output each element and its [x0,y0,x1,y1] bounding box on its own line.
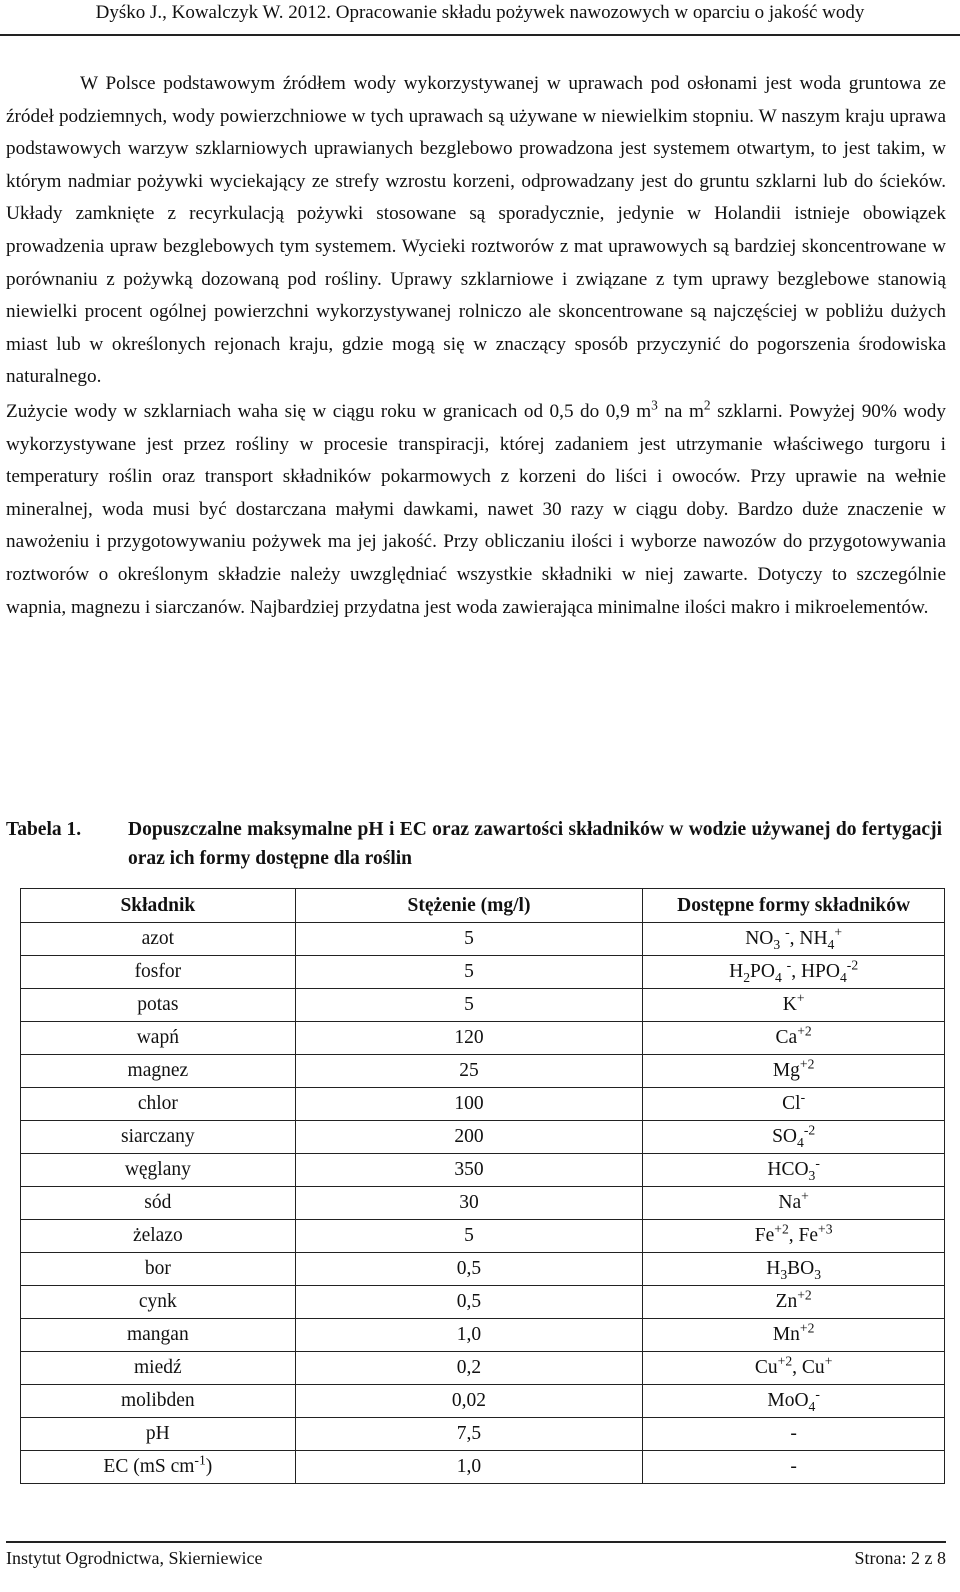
cell-forma: $Zn^{+2}$ [643,1286,945,1319]
cell-skladnik: EC (mS $cm^{-1}$) [21,1451,296,1484]
cell-stezenie: 200 [295,1121,643,1154]
table-row [21,956,945,989]
cell-stezenie: 0,5 [295,1253,643,1286]
cell-forma: - [643,1418,945,1451]
table-row [21,1385,945,1418]
table-label: Tabela 1. [6,819,82,840]
table-body [21,923,945,1484]
table-row [21,1055,945,1088]
running-header: Dyśko J., Kowalczyk W. 2012. Opracowanie składu pożywek nawozowych w oparciu o jakość wody [0,0,960,36]
cell-forma: $Mn^{+2}$ [643,1319,945,1352]
cell-stezenie: 1,0 [295,1319,643,1352]
cell-skladnik: potas [21,989,296,1022]
table-caption [6,815,946,873]
cell-skladnik: bor [21,1253,296,1286]
cell-skladnik: miedź [21,1352,296,1385]
cell-skladnik: mangan [21,1319,296,1352]
cell-skladnik: węglany [21,1154,296,1187]
table-row [21,923,945,956]
cell-stezenie: 5 [295,956,643,989]
table-row [21,1187,945,1220]
cell-stezenie: 25 [295,1055,643,1088]
cell-forma: $H_2PO_4$ -, $HPO_4^{-2}$ [643,956,945,989]
cell-stezenie: 5 [295,1220,643,1253]
cell-skladnik: żelazo [21,1220,296,1253]
cell-skladnik: molibden [21,1385,296,1418]
page-footer [6,1541,946,1573]
table-row [21,1253,945,1286]
cell-forma: - [643,1451,945,1484]
table-row [21,1352,945,1385]
table-row [21,1121,945,1154]
cell-stezenie: 5 [295,923,643,956]
cell-skladnik: chlor [21,1088,296,1121]
cell-forma: $H_3BO_3$ [643,1253,945,1286]
cell-skladnik: wapń [21,1022,296,1055]
paragraph-1: W Polsce podstawowym źródłem wody wykorzystywanej w uprawach pod osłonami jest woda gruntowa ze źródeł podziemnych, wody powierzchniowe w tych uprawach są używane w niewielkim stopniu. W naszym kraju uprawa podstawowych warzyw szklarniowych uprawianych bezglebowo prowadzona jest systemem otwartym, to jest takim, w którym nadmiar pożywki wyciekający ze strefy wzrostu korzeni, odprowadzany jest do gruntu szklarni lub do ścieków. Układy zamknięte z recyrkulacją pożywki stosowane są sporadycznie, jedynie w Holandii istnieje obowiązek prowadzenia upraw bezglebowych tym systemem. Wycieki roztworów z mat uprawowych są bardziej skoncentrowane w porównaniu z pożywką dozowaną pod rośliny. Uprawy szklarniowe i związane z tym uprawy bezglebowe stanowią niewielki procent ogólnej powierzchni wykorzystywanej rolniczo ale skoncentrowane są najczęściej w pobliżu dużych miast lub w określonych rejonach kraju, gdzie mogą się w znaczący sposób przyczynić do pogorszenia środowiska naturalnego. [6,73,946,388]
table-row [21,1451,945,1484]
cell-stezenie: 30 [295,1187,643,1220]
cell-forma: Cl- [643,1088,945,1121]
paragraph-2-part2: na m [657,400,704,422]
cell-stezenie: 7,5 [295,1418,643,1451]
cell-skladnik: pH [21,1418,296,1451]
paragraph-2 [6,396,946,624]
table-row [21,1286,945,1319]
table-row [21,1154,945,1187]
table-row [21,1220,945,1253]
table-row [21,1022,945,1055]
paragraph-2-sup1: 3 [651,397,658,413]
cell-stezenie: 100 [295,1088,643,1121]
cell-skladnik: magnez [21,1055,296,1088]
cell-stezenie: 350 [295,1154,643,1187]
table-row [21,1088,945,1121]
cell-forma: $NO_3$ -, $NH_4^+$ [643,923,945,956]
table-row [21,989,945,1022]
cell-skladnik: siarczany [21,1121,296,1154]
cell-forma: Na+ [643,1187,945,1220]
paragraph-2-part3: szklarni. Powyżej 90% wody wykorzystywane jest przez rośliny w procesie transpiracji, której zadaniem jest utrzymanie właściwego turgoru i temperatury roślin oraz transport składników pokarmowych z korzeni do liści i owoców. Przy uprawie na wełnie mineralnej, woda musi być dostarczana małymi dawkami, nawet 30 razy w ciągu doby. Bardzo duże znaczenie w nawożeniu i przygotowywaniu pożywek ma jej jakość. Przy obliczaniu ilości i wyborze nawozów do przygotowywania roztworów o określonym składzie należy uwzględniać wszystkie składniki w niej zawarte. Dotyczy to szczególnie wapnia, magnezu i siarczanów. Najbardziej przydatna jest woda zawierająca minimalne ilości makro i mikroelementów. [6,400,946,618]
cell-forma: $HCO_3^-$ [643,1154,945,1187]
table-header-row [21,889,945,923]
table-row [21,1319,945,1352]
cell-forma: MoO$_4$- [643,1385,945,1418]
cell-stezenie: 5 [295,989,643,1022]
cell-skladnik: azot [21,923,296,956]
cell-forma: K+ [643,989,945,1022]
cell-stezenie: 0,02 [295,1385,643,1418]
cell-skladnik: fosfor [21,956,296,989]
body-text [6,68,946,624]
nutrient-table [20,888,945,1484]
header-formy: Dostępne formy składników [643,889,945,923]
header-skladnik: Składnik [21,889,296,923]
cell-forma: $Ca^{+2}$ [643,1022,945,1055]
paragraph-2-part1: Zużycie wody w szklarniach waha się w ciągu roku w granicach od 0,5 do 0,9 m [6,400,652,422]
footer-institution: Instytut Ogrodnictwa, Skierniewice [6,1548,263,1568]
footer-page-number: Strona: 2 z 8 [854,1548,946,1568]
cell-stezenie: 0,2 [295,1352,643,1385]
cell-stezenie: 120 [295,1022,643,1055]
cell-forma: $Mg^{+2}$ [643,1055,945,1088]
table-row [21,1418,945,1451]
paragraph-2-sup2: 2 [703,397,711,413]
cell-stezenie: 0,5 [295,1286,643,1319]
cell-forma: $SO_4^{-2}$ [643,1121,945,1154]
header-stezenie: Stężenie (mg/l) [295,889,643,923]
cell-forma: $Fe^{+2}$, $Fe^{+3}$ [643,1220,945,1253]
cell-skladnik: sód [21,1187,296,1220]
cell-forma: $Cu^{+2}$, Cu+ [643,1352,945,1385]
cell-skladnik: cynk [21,1286,296,1319]
table-caption-text: Dopuszczalne maksymalne pH i EC oraz zawartości składników w wodzie używanej do fertygacji oraz ich formy dostępne dla roślin [128,819,942,869]
cell-stezenie: 1,0 [295,1451,643,1484]
